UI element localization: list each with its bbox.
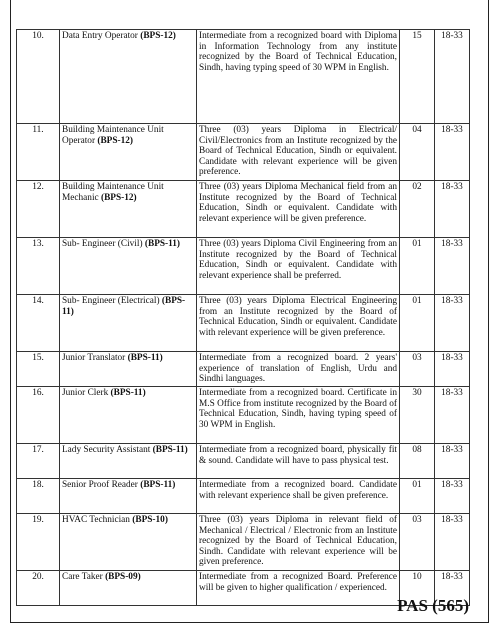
table-row: [17, 352, 470, 387]
table-row: [17, 444, 470, 479]
qualification: Intermediate from a recognized Board. Preference will be given to higher qualification / experienced.: [197, 571, 400, 606]
post-title: [60, 444, 197, 479]
post-title: [60, 571, 197, 606]
serial-number: 15.: [17, 352, 60, 387]
number-of-posts: 01: [400, 479, 435, 514]
post-title: [60, 181, 197, 238]
pay-scale: (BPS-11): [110, 388, 146, 398]
table-row: [17, 387, 470, 444]
table-row: [17, 514, 470, 571]
number-of-posts: 08: [400, 444, 435, 479]
qualification: Three (03) years Diploma Mechanical field from an Institute recognized by the Board of Technical Education, Sindh or equivalent. Candidate with relevant experience will be given preference.: [197, 181, 400, 238]
qualification: Intermediate from a recognized board. Candidate with relevant experience shall be given preference.: [197, 479, 400, 514]
qualification: Three (03) years Diploma Electrical Engineering from an Institute recognized by the Board of Technical Education, Sindh or equivalent. Candidate with relevant experience will be given preference.: [197, 295, 400, 352]
serial-number: 11.: [17, 124, 60, 181]
post-name: Care Taker: [62, 572, 106, 582]
qualification: Three (03) years Diploma in relevant field of Mechanical / Electrical / Electronic from an Institute recognized by the Board of Technical Education, Sindh. Candidate with relevant experience will be given preference.: [197, 514, 400, 571]
age-limit: 18-33: [435, 181, 470, 238]
qualification: Three (03) years Diploma in Electrical/ Civil/Electronics from an Institute recognized by the Board of Technical Education, Sindh or equivalent. Candidate with relevant experience will be given preference.: [197, 124, 400, 181]
post-name: Building Maintenance Unit Operator: [62, 125, 164, 146]
pay-scale: (BPS-12): [140, 31, 176, 41]
number-of-posts: 15: [400, 30, 435, 124]
qualification: Intermediate from a recognized board with Diploma in Information Technology from any institute recognized by the Board of Technical Education, Sindh, having typing speed of 30 WPM in English.: [197, 30, 400, 124]
table-row: [17, 295, 470, 352]
number-of-posts: 03: [400, 514, 435, 571]
post-title: [60, 514, 197, 571]
number-of-posts: 10: [400, 571, 435, 606]
pay-scale: (BPS-12): [100, 192, 137, 203]
pay-scale: (BPS-11): [144, 239, 181, 249]
vacancy-table: [16, 29, 470, 606]
serial-number: 16.: [17, 387, 60, 444]
age-limit: 18-33: [435, 124, 470, 181]
number-of-posts: 01: [400, 238, 435, 295]
post-name: Sub- Engineer (Electrical): [62, 296, 162, 306]
post-title: [60, 352, 197, 387]
qualification: Intermediate from a recognized board, physically fit & sound. Candidate will have to pass physical test.: [197, 444, 400, 479]
table-row: [17, 479, 470, 514]
age-limit: 18-33: [435, 30, 470, 124]
age-limit: 18-33: [435, 479, 470, 514]
post-name: Sub- Engineer (Civil): [62, 239, 145, 249]
age-limit: 18-33: [435, 571, 470, 606]
post-title: [60, 387, 197, 444]
qualification: Three (03) years Diploma Civil Engineering from an Institute recognized by the Board of Technical Education, Sindh or equivalent. Candidate with relevant experience shall be preferred.: [197, 238, 400, 295]
vacancy-table-body: [17, 30, 470, 606]
post-name: Junior Clerk: [62, 388, 111, 398]
serial-number: 18.: [17, 479, 60, 514]
number-of-posts: 02: [400, 181, 435, 238]
post-name: Junior Translator: [62, 353, 128, 363]
serial-number: 20.: [17, 571, 60, 606]
age-limit: 18-33: [435, 352, 470, 387]
pay-scale: (BPS-10): [132, 515, 168, 525]
number-of-posts: 03: [400, 352, 435, 387]
pay-scale: (BPS-11): [152, 445, 188, 455]
post-name: Senior Proof Reader: [62, 480, 141, 490]
table-row: [17, 30, 470, 124]
number-of-posts: 04: [400, 124, 435, 181]
qualification: Intermediate from a recognized board. 2 years' experience of translation of English, Urdu and Sindhi languages.: [197, 352, 400, 387]
age-limit: 18-33: [435, 387, 470, 444]
serial-number: 14.: [17, 295, 60, 352]
serial-number: 17.: [17, 444, 60, 479]
post-title: [60, 295, 197, 352]
post-title: [60, 238, 197, 295]
pay-scale: (BPS-11): [62, 296, 186, 317]
post-title: [60, 30, 197, 124]
age-limit: 18-33: [435, 295, 470, 352]
pay-scale: (BPS-11): [127, 353, 163, 363]
age-limit: 18-33: [435, 238, 470, 295]
post-name: HVAC Technician: [62, 515, 133, 525]
post-name: Lady Security Assistant: [62, 445, 153, 455]
table-row: [17, 238, 470, 295]
post-name: Building Maintenance Unit Mechanic: [62, 182, 164, 203]
post-title: [60, 124, 197, 181]
post-title: [60, 479, 197, 514]
qualification: Intermediate from a recognized board. Certificate in M.S Office from institute recognized by the Board of Technical Education, Sindh, having typing speed of 30 WPM in English.: [197, 387, 400, 444]
pay-scale: (BPS-11): [140, 480, 176, 490]
advertisement-code: PAS (565): [397, 596, 469, 615]
serial-number: 19.: [17, 514, 60, 571]
table-row: [17, 181, 470, 238]
serial-number: 13.: [17, 238, 60, 295]
pay-scale: (BPS-09): [105, 572, 141, 582]
table-row: [17, 124, 470, 181]
age-limit: 18-33: [435, 514, 470, 571]
number-of-posts: 30: [400, 387, 435, 444]
serial-number: 12.: [17, 181, 60, 238]
number-of-posts: 01: [400, 295, 435, 352]
post-name: Data Entry Operator: [62, 31, 141, 41]
serial-number: 10.: [17, 30, 60, 124]
pay-scale: (BPS-12): [97, 135, 134, 146]
age-limit: 18-33: [435, 444, 470, 479]
